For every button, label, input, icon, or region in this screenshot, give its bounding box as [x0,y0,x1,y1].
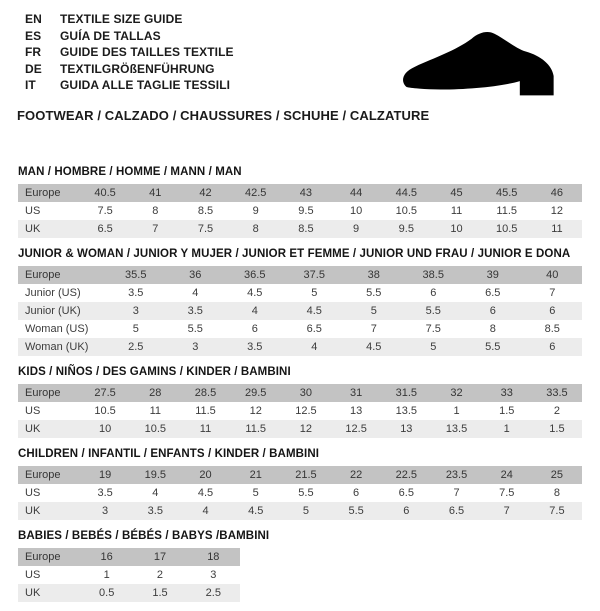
size-cell: 3.5 [247,341,263,353]
size-cell: 6 [430,287,437,299]
row-label: Woman (UK) [25,341,89,353]
size-cell: 32 [450,387,463,399]
table-row [18,302,582,320]
size-tables [18,165,582,611]
section-title: MAN / HOMBRE / HOMME / MANN / MAN [18,166,242,178]
size-cell: 1 [103,569,110,581]
size-cell: 10 [349,205,363,217]
size-cell: 7 [453,487,460,499]
size-cell: 10 [450,223,463,235]
size-cell: 3 [210,569,217,581]
size-cell: 1.5 [499,405,515,417]
size-cell: 8.5 [197,205,214,217]
size-cell: 10.5 [395,205,418,217]
size-cell: 5 [132,323,139,335]
table-row [18,220,582,238]
size-cell: 18 [207,551,220,563]
size-cell: 4.5 [197,487,214,499]
size-cell: 33.5 [546,387,568,399]
size-cell: 4.5 [248,505,264,517]
size-cell: 7.5 [97,205,113,217]
language-row [25,44,234,61]
size-cell: 4.5 [366,341,382,353]
language-code: IT [25,78,36,92]
size-cell: 2.5 [128,341,144,353]
size-cell: 20 [199,469,212,481]
table-row [18,284,582,302]
size-cell: 6.5 [398,487,414,499]
table-row [18,548,240,566]
language-code: FR [25,45,42,59]
language-row [25,11,234,28]
size-cell: 3.5 [187,305,203,317]
size-cell: 30 [299,387,313,399]
size-cell: 3.5 [147,505,163,517]
size-cell: 29.5 [245,387,267,399]
size-cell: 13.5 [395,405,418,417]
section-title: JUNIOR & WOMAN / JUNIOR Y MUJER / JUNIOR ET FEMME / JUNIOR UND FRAU / JUNIOR E DONA [18,248,571,260]
table-row [18,338,582,356]
size-cell: 4.5 [247,287,263,299]
language-row [25,61,234,78]
size-cell: 31 [349,387,363,399]
size-cell: 5 [302,505,309,517]
row-label: Junior (UK) [25,305,81,317]
size-section [18,529,582,602]
size-cell: 17 [153,551,167,563]
size-cell: 22.5 [395,469,418,481]
size-cell: 1 [453,405,460,417]
shoe-silhouette-icon [393,22,579,108]
category-title: FOOTWEAR / CALZADO / CHAUSSURES / SCHUHE / CALZATURE [17,108,430,123]
size-cell: 5 [311,287,318,299]
size-cell: 7.5 [197,223,214,235]
size-section [18,165,582,238]
size-cell: 40 [546,269,559,281]
size-cell: 7 [370,323,377,335]
table-row [18,466,582,484]
language-code: ES [25,28,42,43]
row-label: US [25,205,41,217]
size-cell: 8 [553,487,560,499]
row-label: Europe [25,469,61,481]
language-text: TEXTILE SIZE GUIDE [60,12,183,26]
size-cell: 6 [549,305,556,317]
section-title: BABIES / BEBÉS / BÉBÉS / BABYS /BAMBINI [18,530,270,542]
size-cell: 5 [370,305,377,317]
row-label: Europe [25,269,61,281]
size-cell: 11.5 [496,205,518,217]
table-row [18,320,582,338]
size-cell: 11 [199,423,212,435]
size-cell: 6.5 [97,223,113,235]
size-cell: 10.5 [496,223,518,235]
section-title: KIDS / NIÑOS / DES GAMINS / KINDER / BAMBINI [18,366,291,378]
size-cell: 5.5 [366,287,382,299]
size-cell: 12.5 [295,405,317,417]
size-cell: 16 [100,551,113,563]
language-code: DE [25,61,42,76]
table-row [18,484,582,502]
size-cell: 28 [149,387,162,399]
size-table [18,384,582,438]
size-cell: 3 [192,341,199,353]
size-cell: 12.5 [345,423,367,435]
size-cell: 8 [489,323,496,335]
size-cell: 5.5 [348,505,364,517]
size-cell: 19.5 [144,469,167,481]
table-row [18,384,582,402]
size-cell: 3 [132,305,139,317]
size-cell: 5 [430,341,437,353]
table-row [18,202,582,220]
table-row [18,402,582,420]
size-cell: 37.5 [303,269,325,281]
size-cell: 33 [500,387,513,399]
size-cell: 9.5 [298,205,314,217]
size-cell: 1 [503,423,510,435]
size-section [18,365,582,438]
row-label: UK [25,587,41,599]
size-cell: 6 [489,305,496,317]
size-cell: 10 [98,423,112,435]
size-cell: 3.5 [97,487,113,499]
size-cell: 7 [152,223,159,235]
size-cell: 9.5 [398,223,414,235]
size-cell: 13 [400,423,413,435]
size-cell: 7 [549,287,556,299]
size-table [18,184,582,238]
size-cell: 38.5 [422,269,444,281]
size-table [18,266,582,356]
size-cell: 46 [550,187,564,199]
table-row [18,184,582,202]
size-cell: 45.5 [496,187,518,199]
size-cell: 6.5 [485,287,501,299]
language-row [25,77,234,94]
size-cell: 7.5 [549,505,565,517]
size-cell: 8.5 [298,223,314,235]
size-cell: 3.5 [128,287,144,299]
size-cell: 6.5 [448,505,465,517]
size-cell: 7.5 [425,323,441,335]
size-cell: 2 [156,569,164,581]
size-cell: 11 [149,405,162,417]
table-row [18,566,240,584]
size-cell: 9 [252,205,259,217]
size-cell: 6 [403,505,410,517]
size-cell: 45 [450,187,463,199]
row-label: Junior (US) [25,287,81,299]
size-cell: 9 [353,223,360,235]
row-label: UK [25,423,41,435]
size-cell: 21 [249,469,262,481]
size-section [18,447,582,520]
size-cell: 44 [349,187,363,199]
size-cell: 3 [102,505,109,517]
size-cell: 12 [550,205,564,217]
size-cell: 10.5 [94,405,116,417]
size-cell: 4 [251,305,258,317]
size-cell: 22 [349,469,363,481]
size-cell: 25 [550,469,564,481]
size-cell: 7 [503,505,510,517]
size-cell: 6 [549,341,556,353]
row-label: Woman (US) [25,323,89,335]
size-cell: 40.5 [94,187,116,199]
row-label: UK [25,505,41,517]
row-label: UK [25,223,41,235]
size-cell: 5.5 [187,323,203,335]
size-cell: 11 [551,223,563,235]
size-cell: 11.5 [245,423,266,435]
size-cell: 4 [152,487,159,499]
size-cell: 4 [202,505,209,517]
size-cell: 19 [98,469,112,481]
row-label: US [25,569,41,581]
section-title: CHILDREN / INFANTIL / ENFANTS / KINDER / BAMBINI [18,448,320,460]
size-table [18,548,240,602]
size-cell: 1.5 [152,587,168,599]
size-cell: 10.5 [144,423,167,435]
size-cell: 4.5 [306,305,322,317]
size-cell: 44.5 [395,187,418,199]
language-text: GUIDA ALLE TAGLIE TESSILI [60,78,231,92]
table-row [18,266,582,284]
size-cell: 4 [311,341,318,353]
size-cell: 23.5 [445,469,468,481]
size-cell: 6.5 [306,323,322,335]
size-cell: 13 [349,405,363,417]
size-cell: 11 [450,205,463,217]
size-cell: 8.5 [544,323,560,335]
size-cell: 38 [367,269,380,281]
language-row [25,28,234,45]
size-cell: 41 [149,187,162,199]
size-cell: 6 [251,323,258,335]
row-label: Europe [25,187,61,199]
size-section [18,247,582,356]
size-cell: 4 [192,287,199,299]
size-cell: 28.5 [194,387,217,399]
size-cell: 1.5 [549,423,565,435]
size-cell: 0.5 [99,587,115,599]
language-text: TEXTILGRÖßENFÜHRUNG [60,61,215,76]
language-code: EN [25,12,42,26]
language-text: GUIDE DES TAILLES TEXTILE [60,45,234,59]
size-cell: 5 [252,487,259,499]
size-cell: 27.5 [94,387,116,399]
size-cell: 5.5 [298,487,314,499]
size-cell: 13.5 [445,423,468,435]
size-cell: 42 [199,187,212,199]
size-cell: 21.5 [295,469,317,481]
size-cell: 8 [152,205,159,217]
size-cell: 11.5 [195,405,216,417]
size-cell: 8 [252,223,259,235]
size-cell: 43 [299,187,313,199]
size-cell: 6 [353,487,360,499]
size-cell: 42.5 [245,187,267,199]
language-text: GUÍA DE TALLAS [60,28,161,43]
row-label: US [25,487,41,499]
size-cell: 39 [486,269,499,281]
table-row [18,420,582,438]
size-cell: 5.5 [425,305,441,317]
table-row [18,584,240,602]
size-cell: 24 [500,469,513,481]
size-cell: 12 [249,405,262,417]
language-header [25,11,234,94]
size-cell: 36 [189,269,202,281]
size-table [18,466,582,520]
size-cell: 2.5 [205,587,221,599]
size-cell: 12 [299,423,313,435]
row-label: Europe [25,551,61,563]
table-row [18,502,582,520]
size-cell: 36.5 [244,269,266,281]
size-cell: 35.5 [125,269,147,281]
size-cell: 7.5 [499,487,515,499]
row-label: Europe [25,387,61,399]
size-cell: 2 [553,405,560,417]
size-cell: 5.5 [485,341,501,353]
row-label: US [25,405,41,417]
size-cell: 31.5 [395,387,418,399]
